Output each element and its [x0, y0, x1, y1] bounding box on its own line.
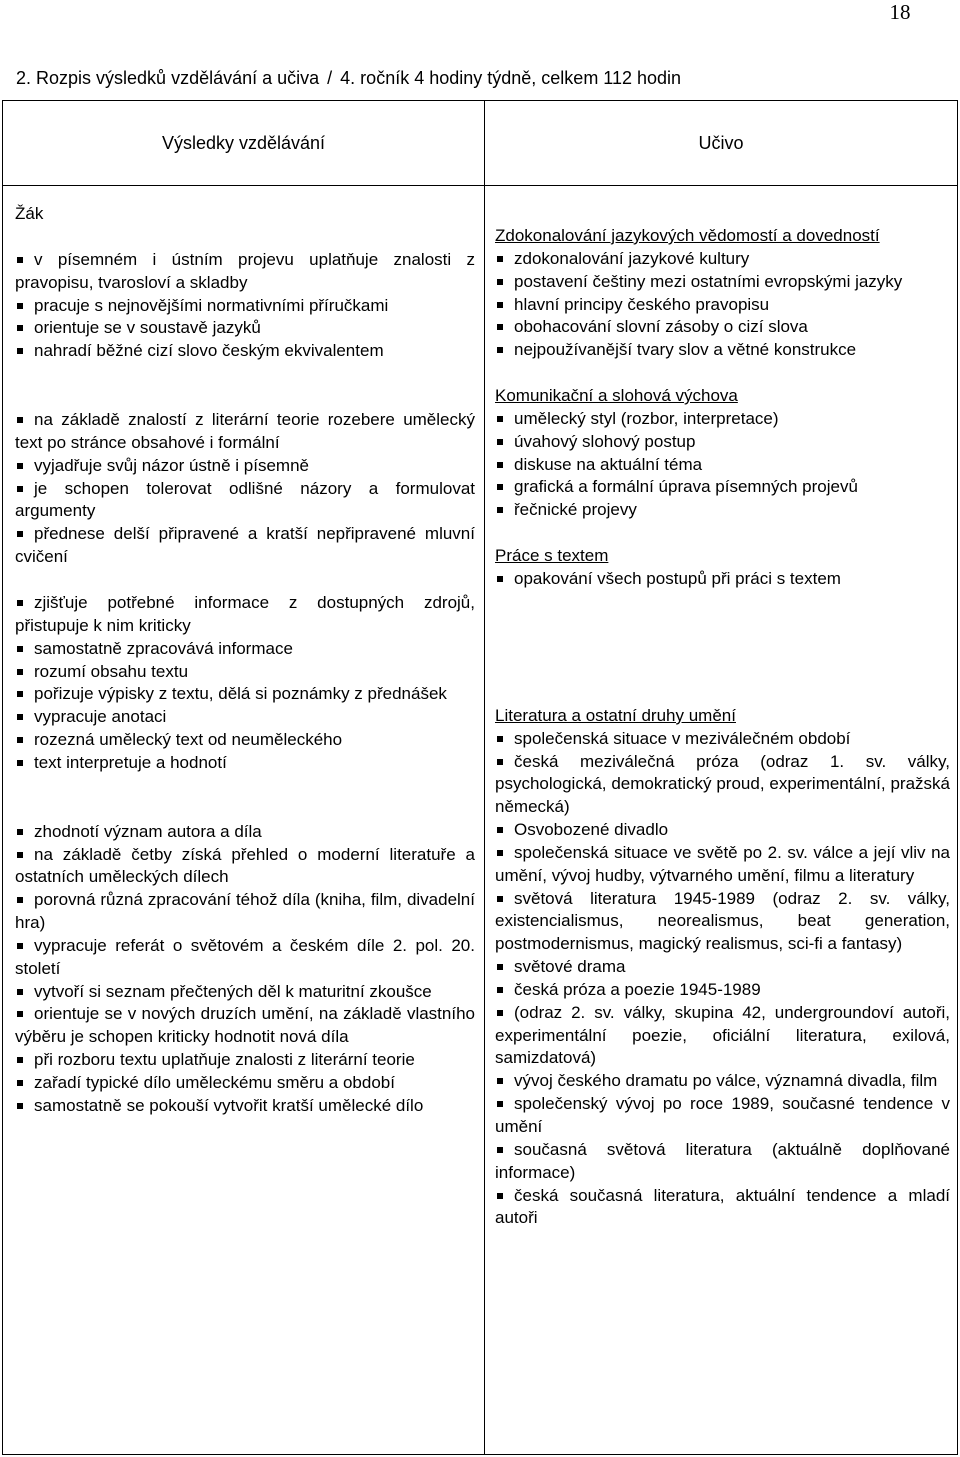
- result-item: zjišťuje potřebné informace z dostupných zdrojů, přistupuje k nim kriticky: [15, 592, 475, 638]
- result-item: samostatně zpracovává informace: [15, 638, 475, 661]
- title-separator: /: [327, 68, 333, 88]
- result-item: při rozboru textu uplatňuje znalosti z literární teorie: [15, 1049, 475, 1072]
- result-item: na základě četby získá přehled o moderní literatuře a ostatních uměleckých dílech: [15, 844, 475, 890]
- results-column: [15, 203, 475, 1118]
- curriculum-item: opakování všech postupů při práci s textem: [495, 568, 950, 591]
- curriculum-item: grafická a formální úprava písemných projevů: [495, 476, 950, 499]
- result-item: orientuje se v nových druzích umění, na základě vlastního výběru je schopen kriticky hodnotit nová díla: [15, 1003, 475, 1049]
- result-item: nahradí běžné cizí slovo českým ekvivalentem: [15, 340, 475, 363]
- curriculum-item: vývoj českého dramatu po válce, významná divadla, film: [495, 1070, 950, 1093]
- result-item: vytvoří si seznam přečtených děl k maturitní zkoušce: [15, 981, 475, 1004]
- result-item: v písemném i ústním projevu uplatňuje znalosti z pravopisu, tvarosloví a skladby: [15, 249, 475, 295]
- curriculum-item: světové drama: [495, 956, 950, 979]
- curriculum-item: společenská situace ve světě po 2. sv. válce a její vliv na umění, vývoj hudby, výtvarného umění, filmu a literatury: [495, 842, 950, 888]
- curriculum-item: světová literatura 1945-1989 (odraz 2. sv. války, existencialismus, neorealismus, beat generation, postmodernismus, magický realismus, sci-fi a fantasy): [495, 888, 950, 957]
- curriculum-item: společenská situace v meziválečném období: [495, 728, 950, 751]
- curriculum-column: [495, 225, 950, 1230]
- result-item: rozezná umělecký text od neuměleckého: [15, 729, 475, 752]
- section-style-list: [495, 408, 950, 522]
- result-item: pořizuje výpisky z textu, dělá si poznámky z přednášek: [15, 683, 475, 706]
- section-heading-style: Komunikační a slohová výchova: [495, 386, 738, 406]
- section-heading-text: Práce s textem: [495, 546, 609, 566]
- header-results: Výsledky vzdělávání: [161, 132, 326, 153]
- curriculum-item: umělecký styl (rozbor, interpretace): [495, 408, 950, 431]
- section-heading-language: Zdokonalování jazykových vědomostí a dovedností: [495, 226, 880, 245]
- curriculum-item: řečnické projevy: [495, 499, 950, 522]
- curriculum-item: diskuse na aktuální téma: [495, 454, 950, 477]
- results-group-text: [15, 592, 475, 775]
- result-item: pracuje s nejnovějšími normativními příručkami: [15, 295, 475, 318]
- curriculum-item: současná světová literatura (aktuálně doplňované informace): [495, 1139, 950, 1185]
- result-item: porovná různá zpracování téhož díla (kniha, film, divadelní hra): [15, 889, 475, 935]
- result-item: vypracuje anotaci: [15, 706, 475, 729]
- result-item: samostatně se pokouší vytvořit kratší umělecké dílo: [15, 1095, 475, 1118]
- result-item: orientuje se v soustavě jazyků: [15, 317, 475, 340]
- section-literature-list: [495, 728, 950, 1231]
- page-number: 18: [889, 0, 911, 24]
- section-heading-literature: Literatura a ostatní druhy umění: [495, 705, 736, 725]
- title-left: 2. Rozpis výsledků vzdělávání a učiva: [16, 68, 320, 88]
- intro-text: Žák: [15, 204, 44, 223]
- header-curriculum: Učivo: [698, 132, 744, 153]
- result-item: je schopen tolerovat odlišné názory a formulovat argumenty: [15, 478, 475, 524]
- curriculum-item: česká současná literatura, aktuální tendence a mladí autoři: [495, 1185, 950, 1231]
- results-group-literature: [15, 821, 475, 1118]
- column-divider: [484, 101, 485, 1454]
- curriculum-item: česká próza a poezie 1945-1989: [495, 979, 950, 1002]
- result-item: zhodnotí význam autora a díla: [15, 821, 475, 844]
- curriculum-item: nejpoužívanější tvary slov a větné konstrukce: [495, 339, 950, 362]
- result-item: text interpretuje a hodnotí: [15, 752, 475, 775]
- curriculum-item: česká meziválečná próza (odraz 1. sv. války, psychologická, demokratický proud, experimentální, pražská německá): [495, 751, 950, 820]
- curriculum-item: postavení češtiny mezi ostatními evropskými jazyky: [495, 271, 950, 294]
- results-group-language: [15, 249, 475, 363]
- curriculum-table: [2, 100, 958, 1455]
- header-divider: [3, 185, 957, 186]
- title-right: 4. ročník 4 hodiny týdně, celkem 112 hodin: [340, 68, 682, 88]
- curriculum-item: zdokonalování jazykové kultury: [495, 248, 950, 271]
- curriculum-item: Osvobozené divadlo: [495, 819, 950, 842]
- page-title: [16, 66, 681, 90]
- results-group-style: [15, 409, 475, 569]
- curriculum-item: společenský vývoj po roce 1989, současné tendence v umění: [495, 1093, 950, 1139]
- result-item: rozumí obsahu textu: [15, 661, 475, 684]
- result-item: vyjadřuje svůj názor ústně i písemně: [15, 455, 475, 478]
- curriculum-item: úvahový slohový postup: [495, 431, 950, 454]
- curriculum-item: (odraz 2. sv. války, skupina 42, undergroundoví autoři, experimentální poezie, oficiální literatura, exilová, samizdatová): [495, 1002, 950, 1071]
- result-item: na základě znalostí z literární teorie rozebere umělecký text po stránce obsahové i formální: [15, 409, 475, 455]
- curriculum-item: obohacování slovní zásoby o cizí slova: [495, 316, 950, 339]
- section-language-list: [495, 248, 950, 362]
- result-item: zařadí typické dílo uměleckému směru a období: [15, 1072, 475, 1095]
- result-item: vypracuje referát o světovém a českém díle 2. pol. 20. století: [15, 935, 475, 981]
- section-text-list: [495, 568, 950, 591]
- curriculum-item: hlavní principy českého pravopisu: [495, 294, 950, 317]
- result-item: přednese delší připravené a kratší nepřipravené mluvní cvičení: [15, 523, 475, 569]
